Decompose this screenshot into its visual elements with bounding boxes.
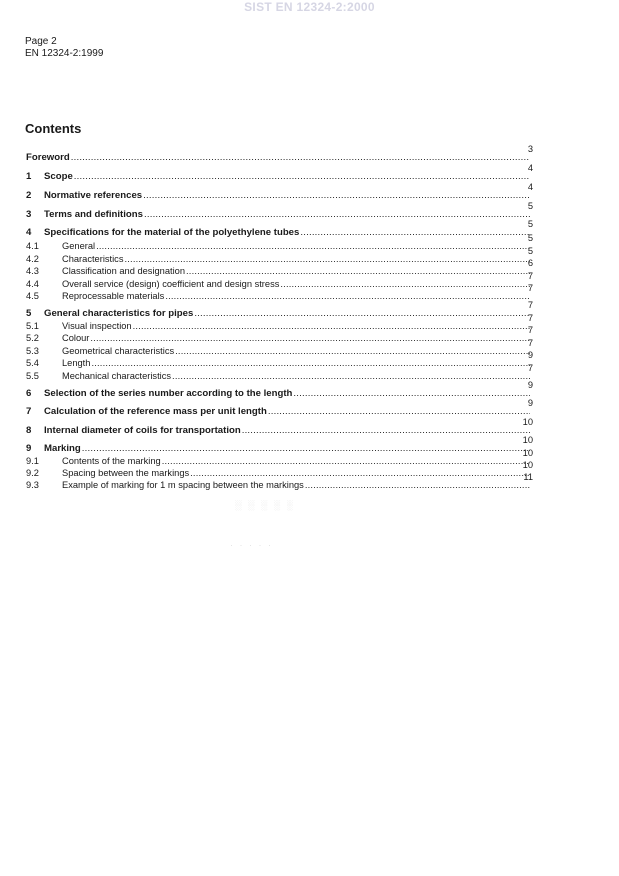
toc-entry-page: 3 (527, 144, 533, 154)
dot-leader (165, 291, 530, 302)
toc-entry-title: Colour (62, 333, 90, 343)
page-header (25, 36, 103, 60)
toc-entry-number: 4.1 (26, 241, 39, 251)
dot-leader (96, 241, 530, 252)
contents-title: Contents (25, 121, 82, 136)
scan-smudge: · · · · · (230, 540, 273, 550)
dot-leader (74, 171, 530, 182)
toc-entry[interactable] (26, 380, 533, 399)
toc-entry-page: 9 (527, 398, 533, 408)
dot-leader (242, 425, 530, 436)
watermark: SIST EN 12324-2:2000 (244, 0, 375, 14)
dot-leader (124, 254, 530, 265)
toc-entry-page: 4 (527, 182, 533, 192)
standard-id: EN 12324-2:1999 (25, 48, 104, 59)
toc-entry-number: 4.4 (26, 279, 39, 289)
dot-leader (300, 227, 530, 238)
toc-entry-page: 6 (527, 258, 533, 268)
toc-entry-page: 10 (522, 460, 533, 470)
toc-entry-title: Spacing between the markings (62, 468, 190, 478)
dot-leader (90, 333, 530, 344)
dot-leader (172, 371, 530, 382)
toc-entry-title: Marking (44, 443, 81, 454)
dot-leader (144, 209, 530, 220)
toc-entry-title: Calculation of the reference mass per unit length (44, 406, 267, 417)
toc-entry-title: Overall service (design) coefficient and design stress (62, 279, 280, 289)
toc-entry-page: 11 (523, 472, 533, 482)
toc-entry-page: 5 (527, 233, 533, 243)
scan-smudge: ░ ░ ░ ░ ░ (235, 500, 295, 510)
toc-entry-number: 1 (26, 171, 32, 182)
toc-entry-number: 5 (26, 308, 32, 319)
toc-entry[interactable] (26, 182, 533, 201)
dot-leader (268, 406, 530, 417)
toc-entry-title: Reprocessable materials (62, 291, 165, 301)
toc-entry-page: 5 (527, 201, 533, 211)
toc-entry-page: 7 (527, 300, 533, 310)
toc-entry-number: 6 (26, 388, 32, 399)
dot-leader (175, 346, 530, 357)
toc-entry-number: 5.4 (26, 358, 39, 368)
toc-entry[interactable] (26, 300, 533, 319)
dot-leader (305, 480, 530, 491)
toc-entry-number: 4 (26, 227, 32, 238)
toc-entry-page: 7 (527, 283, 533, 293)
dot-leader (82, 443, 530, 454)
toc-entry-title: General characteristics for pipes (44, 308, 194, 319)
toc-entry[interactable] (26, 163, 533, 182)
toc-entry-title: Visual inspection (62, 321, 132, 331)
page-number: Page 2 (25, 36, 57, 47)
toc-entry-page: 7 (527, 325, 533, 335)
dot-leader (190, 468, 530, 479)
toc-entry-title: Foreword (26, 152, 70, 163)
toc-entry-title: Classification and designation (62, 266, 186, 276)
dot-leader (162, 456, 530, 467)
toc-entry-page: 10 (522, 448, 533, 458)
toc-entry-number: 4.2 (26, 254, 39, 264)
toc-entry-title: Terms and definitions (44, 209, 143, 220)
toc-entry-title: Contents of the marking (62, 456, 161, 466)
toc-entry-number: 9.3 (26, 480, 39, 490)
dot-leader (143, 190, 530, 201)
toc-entry-number: 8 (26, 425, 32, 436)
dot-leader (91, 358, 530, 369)
toc-entry-title: Mechanical characteristics (62, 371, 172, 381)
toc-entry[interactable] (26, 435, 533, 454)
toc-entry-title: Internal diameter of coils for transportation (44, 425, 241, 436)
toc-entry-page: 5 (527, 219, 533, 229)
toc-entry-number: 4.3 (26, 266, 39, 276)
toc-entry-page: 7 (527, 338, 533, 348)
toc-entry-number: 3 (26, 209, 32, 220)
dot-leader (280, 279, 530, 290)
toc-entry-title: Example of marking for 1 m spacing between the markings (62, 480, 304, 490)
toc-entry[interactable] (26, 233, 533, 252)
toc-entry-number: 5.5 (26, 371, 39, 381)
toc-entry-title: Selection of the series number according to the length (44, 388, 293, 399)
toc-entry-number: 4.5 (26, 291, 39, 301)
toc-entry-title: Characteristics (62, 254, 124, 264)
toc-entry-number: 5.3 (26, 346, 39, 356)
toc-entry-title: Scope (44, 171, 73, 182)
toc-entry-page: 7 (527, 313, 533, 323)
toc-entry[interactable] (26, 144, 533, 163)
toc-entry-page: 4 (527, 163, 533, 173)
toc-entry-title: Length (62, 358, 91, 368)
dot-leader (186, 266, 530, 277)
dot-leader (71, 152, 530, 163)
toc-entry-number: 5.1 (26, 321, 39, 331)
toc-entry-page: 10 (522, 435, 533, 445)
toc-entry-page: 7 (527, 363, 533, 373)
toc-entry-page: 7 (527, 271, 533, 281)
toc-entry-number: 9.1 (26, 456, 39, 466)
toc-entry-title: Normative references (44, 190, 143, 201)
toc-entry[interactable] (26, 417, 533, 436)
toc-entry-number: 9 (26, 443, 32, 454)
dot-leader (194, 308, 530, 319)
toc-entry-title: Geometrical characteristics (62, 346, 175, 356)
toc-entry-page: 9 (527, 350, 533, 360)
toc-entry[interactable] (26, 219, 533, 238)
toc-entry-number: 7 (26, 406, 32, 417)
toc-entry-title: Specifications for the material of the polyethylene tubes (44, 227, 300, 238)
toc-entry-number: 2 (26, 190, 32, 201)
toc-entry[interactable] (26, 201, 533, 220)
toc-entry-page: 5 (527, 246, 533, 256)
toc-entry-page: 10 (522, 417, 533, 427)
toc-entry[interactable] (26, 448, 533, 467)
toc-entry[interactable] (26, 398, 533, 417)
toc-entry-number: 5.2 (26, 333, 39, 343)
dot-leader (133, 321, 530, 332)
toc-entry-title: General (62, 241, 96, 251)
toc-entry-page: 9 (527, 380, 533, 390)
toc-entry-number: 9.2 (26, 468, 39, 478)
dot-leader (293, 388, 530, 399)
